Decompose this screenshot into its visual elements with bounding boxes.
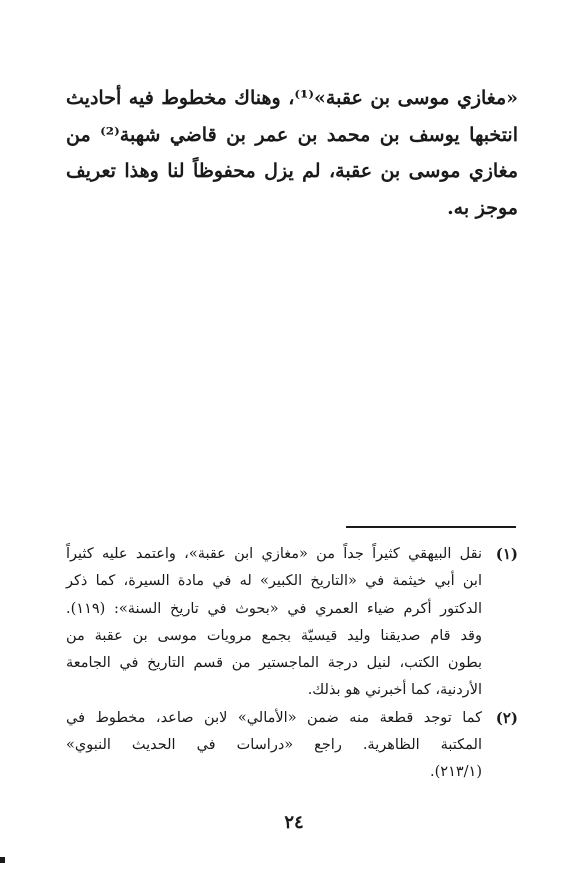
main-text-block	[66, 80, 518, 226]
footnote-line: (٢١٣/١).	[430, 764, 482, 781]
footnote-number: (٢)	[495, 708, 518, 727]
footnote-line: نقل البيهقي كثيراً جداً من «مغازي ابن عقبة»، واعتمد عليه كثيراً	[66, 546, 482, 562]
footnote-separator	[346, 526, 516, 528]
edge-mark	[0, 857, 5, 863]
footnote-line: ابن أبي خيثمة في «التاريخ الكبير» له في مادة السيرة، كما ذكر	[66, 573, 482, 590]
footnote-line: كما توجد قطعة منه ضمن «الأمالي» لابن صاعد، مخطوط في	[66, 709, 482, 726]
footnote-line: المكتبة الظاهرية. راجع «دراسات في الحديث النبوي»	[66, 737, 482, 754]
footnote-number: (١)	[495, 545, 518, 563]
footnote-line: بطون الكتب، لنيل درجة الماجستير من قسم التاريخ في الجامعة	[66, 655, 482, 672]
main-text-line: موجز به.	[447, 196, 518, 219]
footnote-1	[66, 541, 518, 705]
page-number: ٢٤	[284, 812, 304, 833]
main-text-line: مغازي موسى بن عقبة، لم يزل محفوظاً لنا وهذا تعريف	[66, 160, 518, 182]
footnote-line: الدكتور أكرم ضياء العمري في «بحوث في تاريخ السنة»: (١١٩).	[66, 600, 482, 617]
main-text-line: «مغازي موسى بن عقبة»⁽¹⁾، وهناك مخطوط فيه أحاديث	[66, 87, 519, 109]
footnote-line: وقد قام صديقنا وليد قيسيّة بجمع مرويات موسى بن عقبة من	[66, 627, 482, 644]
main-text-line: انتخبها يوسف بن محمد بن عمر بن قاضي شهبة⁽²⁾ من	[66, 123, 518, 146]
footnote-2	[66, 705, 518, 787]
footnote-line: الأردنية، كما أخبرني هو بذلك.	[307, 682, 482, 699]
footnotes-block	[66, 541, 518, 787]
